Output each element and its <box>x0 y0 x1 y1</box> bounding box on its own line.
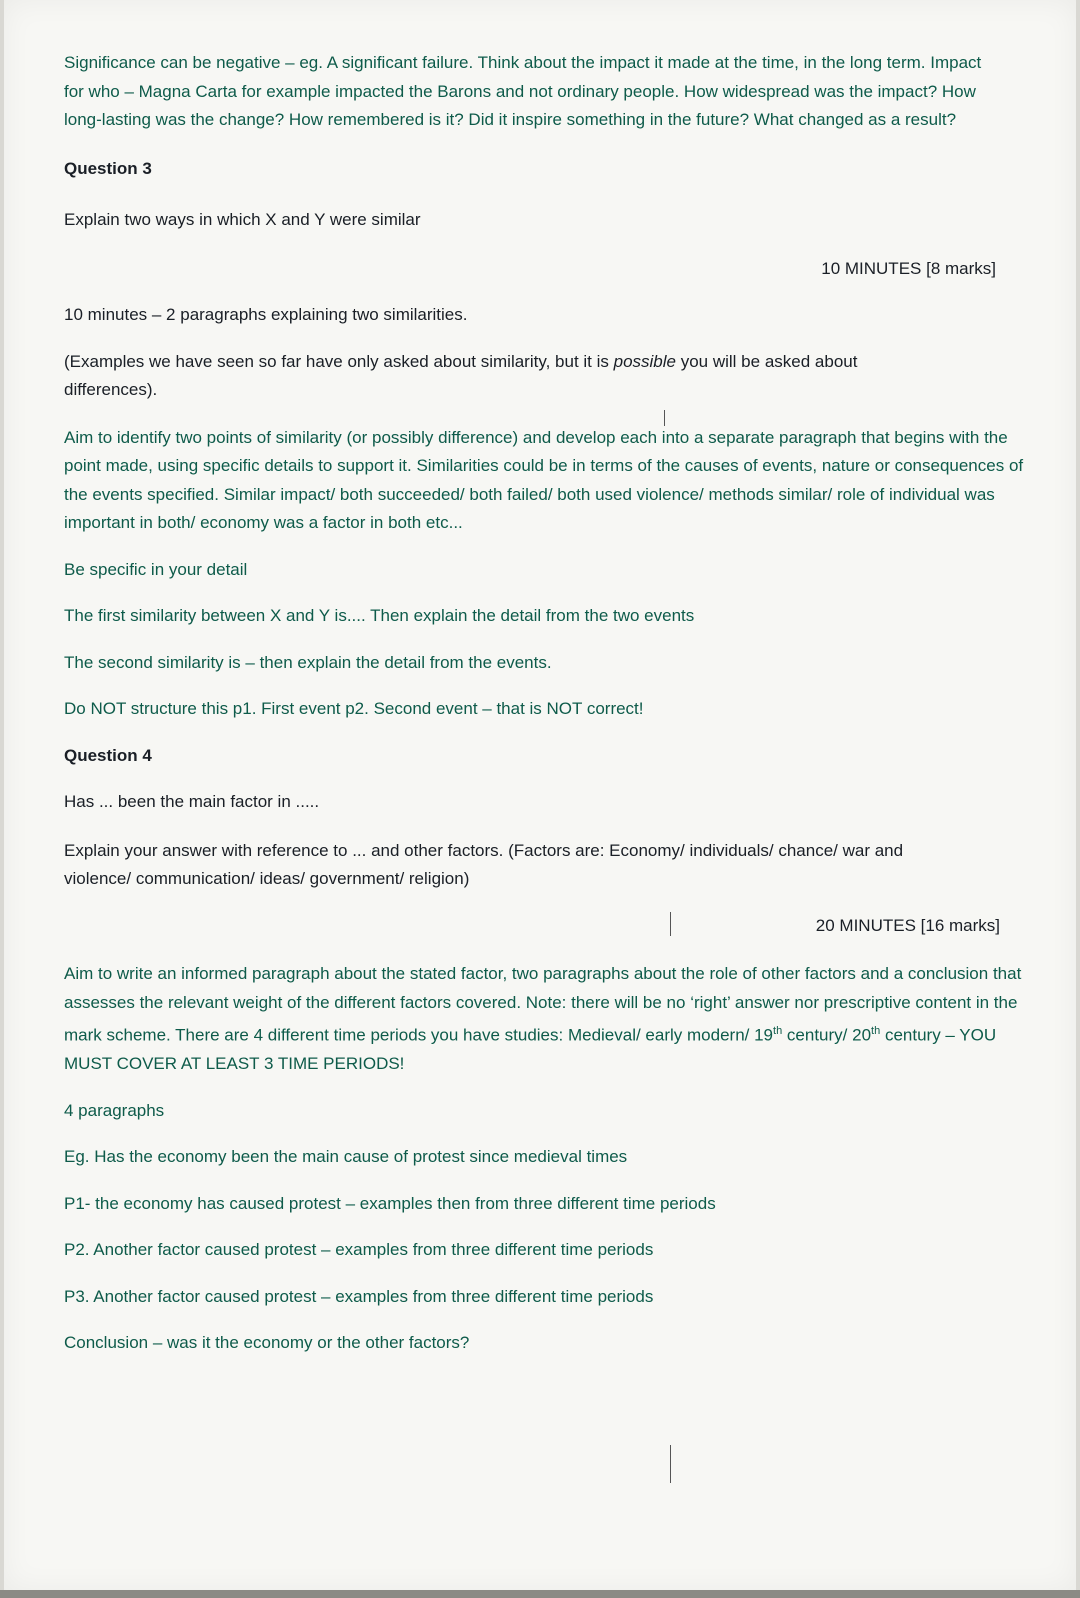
question-4-conclusion: Conclusion – was it the economy or the other factors? <box>64 1333 470 1353</box>
intro-paragraph: Significance can be negative – eg. A significant failure. Think about the impact it made at the time, in the long term. Impact for who – Magna Carta for example impacted the Barons and not ordinary people. How widespread was the impact? How long-lasting was the change? How remembered is it? Did it inspire something in the future? What changed as a result? <box>64 53 982 129</box>
question-3-note-start: (Examples we have seen so far have only asked about similarity, but it is <box>64 351 614 371</box>
question-4-p2: P2. Another factor caused protest – examples from three different time periods <box>64 1240 654 1260</box>
question-3-first-similarity: The first similarity between X and Y is.... Then explain the detail from the two events <box>64 606 695 625</box>
pen-mark-3 <box>670 1445 671 1483</box>
question-3-note-emphasis: possible <box>613 351 676 371</box>
question-4-aim-end: century – YOU MUST COVER AT LEAST 3 TIME PERIODS! <box>64 1025 997 1074</box>
question-4-aim-middle: century/ 20 <box>782 1025 872 1045</box>
question-4-aim-start: Aim to write an informed paragraph about the stated factor, two paragraphs about the role of other factors and a conclusion that assesses the relevant weight of the different factors covered. Note: there will be no ‘right’ answer nor prescriptive content in the mark scheme. There are 4 different time periods you have studies: Medieval/ early modern/ 19 <box>64 964 1022 1045</box>
question-4-prompt: Has ... been the main factor in ..... <box>64 792 320 811</box>
question-4-aim <box>64 960 1024 1079</box>
pen-mark-1 <box>664 410 665 426</box>
question-3-summary: 10 minutes – 2 paragraphs explaining two similarities. <box>64 305 468 324</box>
question-4-timing: 20 MINUTES [16 marks] <box>815 915 1000 935</box>
pen-mark-2 <box>670 912 671 936</box>
question-3-second-similarity: The second similarity is – then explain the detail from the events. <box>64 652 552 672</box>
question-3-note <box>64 348 944 405</box>
question-3-timing: 10 MINUTES [8 marks] <box>821 258 996 278</box>
document-page <box>4 0 1076 1590</box>
document-content <box>64 49 1024 1358</box>
question-3-heading: Question 3 <box>64 158 152 178</box>
question-3-aim: Aim to identify two points of similarity (or possibly difference) and develop each into a separate paragraph that begins with the point made, using specific details to support it. Similarities could be in terms of the causes of events, nature or consequences of the events specified. Similar impact/ both succeeded/ both failed/ both used violence/ methods similar/ role of individual was important in both/ economy was a factor in both etc... <box>64 427 1024 532</box>
question-3-specific: Be specific in your detail <box>64 559 248 579</box>
question-3-prompt: Explain two ways in which X and Y were similar <box>64 210 421 229</box>
question-4-p1: P1- the economy has caused protest – examples then from three different time periods <box>64 1193 716 1213</box>
question-4-explain: Explain your answer with reference to ... and other factors. (Factors are: Economy/ individuals/ chance/ war and violence/ communication/ ideas/ government/ religion) <box>64 840 904 888</box>
question-4-heading: Question 4 <box>64 745 152 765</box>
question-4-example: Eg. Has the economy been the main cause of protest since medieval times <box>64 1147 628 1167</box>
superscript-th-20: th <box>871 1025 881 1037</box>
superscript-th-19: th <box>773 1025 783 1037</box>
question-3-warning: Do NOT structure this p1. First event p2. Second event – that is NOT correct! <box>64 699 644 718</box>
question-3-note-end: you will be asked about differences). <box>64 351 858 399</box>
page-bottom-edge <box>0 1590 1080 1598</box>
question-4-p3: P3. Another factor caused protest – examples from three different time periods <box>64 1286 654 1306</box>
question-4-paragraph-count: 4 paragraphs <box>64 1100 165 1120</box>
